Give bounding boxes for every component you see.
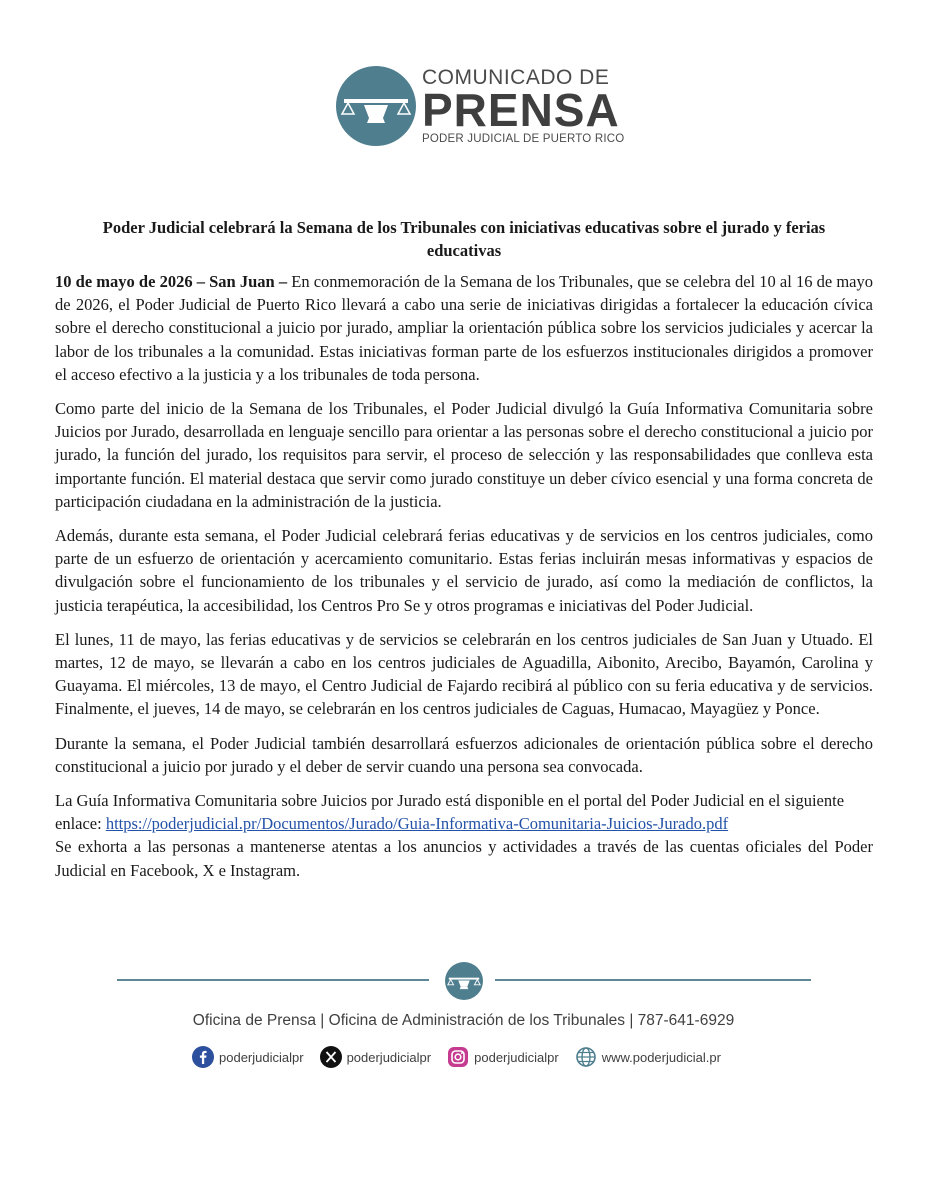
footer-divider-right — [495, 979, 811, 981]
press-release-logo — [336, 66, 624, 146]
x-handle: poderjudicialpr — [346, 1049, 432, 1065]
instagram-link[interactable] — [447, 1046, 559, 1068]
paragraph-5: Durante la semana, el Poder Judicial también desarrollará esfuerzos adicionales de orientación pública sobre el derecho constitucional a juicio por jurado y el deber de servir cuando una persona sea convocada. — [55, 733, 873, 776]
paragraph-6 — [55, 789, 873, 835]
dateline: 10 de mayo de 2026 – San Juan – — [55, 272, 288, 291]
headline: Poder Judicial celebrará la Semana de los Tribunales con iniciativas educativas sobre el jurado y ferias educativas — [102, 218, 826, 260]
logo-line-3: PODER JUDICIAL DE PUERTO RICO — [422, 132, 625, 145]
guide-pdf-link[interactable]: https://poderjudicial.pr/Documentos/Jurado/Guia-Informativa-Comunitaria-Juicios-Jurado.pdf — [105, 814, 729, 834]
facebook-handle: poderjudicialpr — [219, 1049, 304, 1065]
paragraph-3: Además, durante esta semana, el Poder Judicial celebrará ferias educativas y de servicios en los centros judiciales, como parte de un esfuerzo de orientación y acercamiento comunitario. Estas ferias incluirán mesas informativas y espacios de divulgación sobre el funcionamiento de los tribunales y el servicio de jurado, así como la mediación de conflictos, la justicia terapéutica, la accesibilidad, los Centros Pro Se y otros programas e iniciativas del Poder Judicial. — [55, 526, 873, 615]
scales-of-justice-icon — [336, 66, 416, 146]
social-links — [192, 1046, 737, 1068]
office-contact: Oficina de Prensa | Oficina de Administración de los Tribunales | 787-641-6929 — [192, 1012, 735, 1029]
press-release-body — [55, 216, 873, 893]
facebook-link[interactable] — [192, 1046, 304, 1068]
paragraph-2: Como parte del inicio de la Semana de los Tribunales, el Poder Judicial divulgó la Guía Informativa Comunitaria sobre Juicios por Jurado, desarrollada en lenguaje sencillo para orientar a las personas sobre el derecho constitucional a juicio por jurado, la función del jurado, los requisitos para servir, el proceso de selección y las responsabilidades que conlleva esta importante función. El material destaca que servir como jurado constituye un deber cívico esencial y una forma concreta de participación ciudadana en la administración de la justicia. — [55, 399, 873, 511]
x-link[interactable] — [320, 1046, 432, 1068]
logo-line-1: COMUNICADO DE — [422, 65, 610, 89]
x-icon — [320, 1046, 342, 1068]
footer — [0, 960, 927, 1080]
facebook-icon — [192, 1046, 214, 1068]
website-url: www.poderjudicial.pr — [601, 1049, 721, 1065]
website-link[interactable] — [575, 1046, 721, 1068]
scales-of-justice-icon — [445, 962, 483, 1000]
paragraph-1-text: En conmemoración de la Semana de los Tribunales, que se celebra del 10 al 16 de mayo de 2026, el Poder Judicial de Puerto Rico llevará a cabo una serie de iniciativas dirigidas a fortalecer la educación cívica sobre el derecho constitucional a juicio por jurado, ampliar la orientación pública sobre los servicios judiciales y acercar la labor de los tribunales a la comunidad. Estas iniciativas forman parte de los esfuerzos institucionales dirigidos a promover el acceso efectivo a la justicia y a los tribunales de toda persona. — [55, 272, 873, 384]
instagram-handle: poderjudicialpr — [474, 1049, 559, 1065]
logo-line-2: PRENSA — [422, 83, 620, 136]
globe-icon — [575, 1046, 597, 1068]
paragraph-7: Se exhorta a las personas a mantenerse atentas a los anuncios y actividades a través de las cuentas oficiales del Poder Judicial en Facebook, X e Instagram. — [55, 837, 873, 880]
paragraph-4: El lunes, 11 de mayo, las ferias educativas y de servicios se celebrarán en los centros judiciales de San Juan y Utuado. El martes, 12 de mayo, se llevarán a cabo en los centros judiciales de Aguadilla, Aibonito, Arecibo, Bayamón, Carolina y Guayama. El miércoles, 13 de mayo, el Centro Judicial de Fajardo recibirá al público con su feria educativa y de servicios. Finalmente, el jueves, 14 de mayo, se celebrarán en los centros judiciales de Caguas, Humacao, Mayagüez y Ponce. — [55, 629, 873, 719]
paragraph-6-text: La Guía Informativa Comunitaria sobre Juicios por Jurado está disponible en el portal del Poder Judicial en el siguiente enlace: — [55, 791, 845, 834]
header — [0, 0, 927, 190]
paragraph-1 — [55, 270, 873, 386]
footer-divider-left — [117, 979, 429, 981]
instagram-icon — [447, 1046, 469, 1068]
